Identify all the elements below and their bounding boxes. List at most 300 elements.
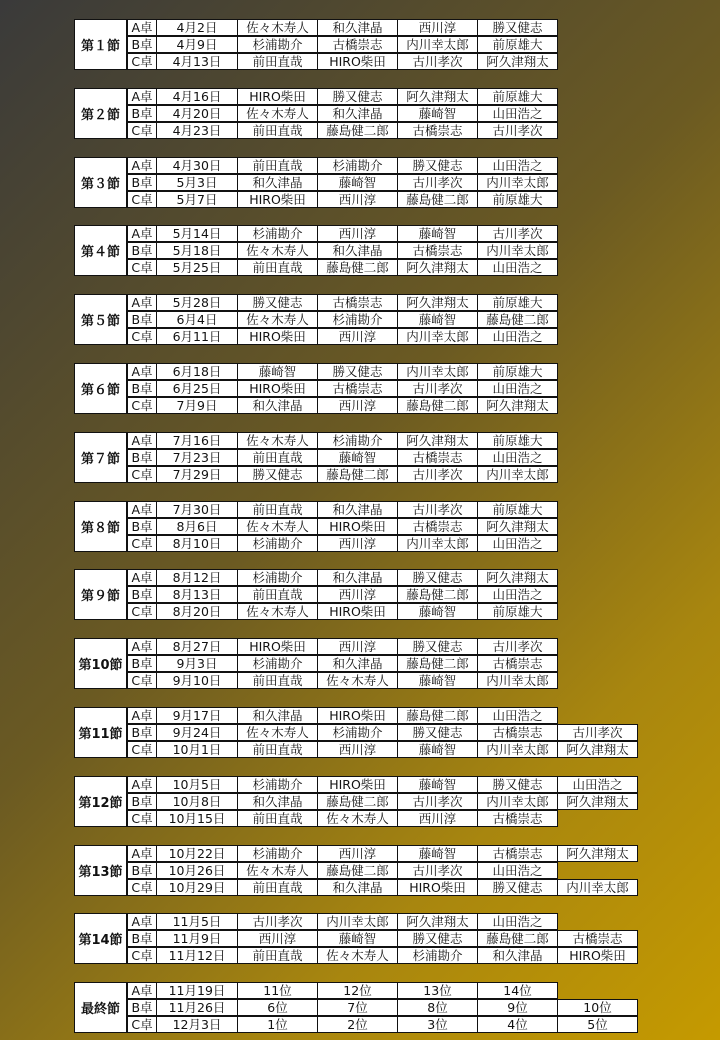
table-row: [127, 191, 558, 208]
section-label: 第10節: [74, 638, 127, 689]
player-cell: 古川孝次: [397, 466, 478, 483]
table-id-cell: A卓: [127, 569, 157, 586]
date-cell: 9月24日: [156, 724, 238, 741]
player-cell: 4位: [477, 1016, 558, 1033]
player-cell: 勝又健志: [317, 88, 398, 105]
player-cell: 山田浩之: [477, 157, 558, 174]
player-cell: 杉浦勘介: [397, 947, 478, 964]
player-cell: 内川幸太郎: [397, 363, 478, 380]
player-cell: 和久津晶: [317, 105, 398, 122]
player-cell: 藤崎智: [317, 174, 398, 191]
player-cell: 古川孝次: [397, 380, 478, 397]
table-id-cell: A卓: [127, 363, 157, 380]
date-cell: 5月18日: [156, 242, 238, 259]
date-cell: 10月1日: [156, 741, 238, 758]
section-label: 第２節: [74, 88, 127, 139]
table-row: [127, 53, 558, 70]
player-cell: 阿久津翔太: [557, 845, 638, 862]
player-cell: 古橋崇志: [397, 242, 478, 259]
section-label: 第４節: [74, 225, 127, 276]
table-row: [127, 947, 638, 964]
date-cell: 11月19日: [156, 982, 238, 999]
player-cell: 古川孝次: [477, 122, 558, 139]
player-cell: 藤島健二郎: [317, 122, 398, 139]
player-cell: 古橋崇志: [477, 810, 558, 827]
table-row: [127, 36, 558, 53]
player-cell: 佐々木寿人: [317, 672, 398, 689]
player-cell: 藤島健二郎: [397, 655, 478, 672]
date-cell: 4月30日: [156, 157, 238, 174]
table-id-cell: A卓: [127, 845, 157, 862]
player-cell: 杉浦勘介: [237, 225, 318, 242]
player-cell: 阿久津翔太: [477, 569, 558, 586]
player-cell: 前原雄大: [477, 501, 558, 518]
table-id-cell: C卓: [127, 672, 157, 689]
date-cell: 8月6日: [156, 518, 238, 535]
table-id-cell: B卓: [127, 449, 157, 466]
table-row: [127, 466, 558, 483]
player-cell: 藤島健二郎: [397, 586, 478, 603]
section-label: 第13節: [74, 845, 127, 896]
player-cell: 佐々木寿人: [237, 862, 318, 879]
section-label: 第11節: [74, 707, 127, 758]
table-id-cell: C卓: [127, 810, 157, 827]
table-row: [127, 982, 558, 999]
player-cell: 佐々木寿人: [237, 724, 318, 741]
player-cell: 古橋崇志: [477, 655, 558, 672]
date-cell: 9月10日: [156, 672, 238, 689]
date-cell: 11月26日: [156, 999, 238, 1016]
player-cell: 西川淳: [237, 930, 318, 947]
table-row: [127, 569, 558, 586]
table-id-cell: A卓: [127, 982, 157, 999]
table-row: [127, 810, 558, 827]
player-cell: 前原雄大: [477, 432, 558, 449]
player-cell: 古橋崇志: [317, 380, 398, 397]
table-row: [127, 432, 558, 449]
date-cell: 7月9日: [156, 397, 238, 414]
table-row: [127, 638, 558, 655]
player-cell: 杉浦勘介: [317, 432, 398, 449]
table-row: [127, 294, 558, 311]
table-id-cell: C卓: [127, 466, 157, 483]
player-cell: 和久津晶: [477, 947, 558, 964]
player-cell: 内川幸太郎: [397, 535, 478, 552]
player-cell: 12位: [317, 982, 398, 999]
player-cell: 和久津晶: [317, 569, 398, 586]
player-cell: 勝又健志: [477, 879, 558, 896]
table-id-cell: B卓: [127, 380, 157, 397]
player-cell: 勝又健志: [397, 157, 478, 174]
player-cell: 勝又健志: [397, 569, 478, 586]
table-id-cell: C卓: [127, 259, 157, 276]
player-cell: 藤崎智: [397, 776, 478, 793]
player-cell: 11位: [237, 982, 318, 999]
date-cell: 9月3日: [156, 655, 238, 672]
player-cell: 勝又健志: [317, 363, 398, 380]
player-cell: 佐々木寿人: [237, 518, 318, 535]
table-row: [127, 242, 558, 259]
player-cell: 前原雄大: [477, 191, 558, 208]
table-row: [127, 122, 558, 139]
player-cell: 西川淳: [317, 638, 398, 655]
table-id-cell: C卓: [127, 741, 157, 758]
player-cell: 勝又健志: [237, 466, 318, 483]
date-cell: 11月5日: [156, 913, 238, 930]
player-cell: 古川孝次: [237, 913, 318, 930]
date-cell: 11月9日: [156, 930, 238, 947]
player-cell: 10位: [557, 999, 638, 1016]
table-row: [127, 311, 558, 328]
table-id-cell: B卓: [127, 242, 157, 259]
player-cell: 西川淳: [317, 535, 398, 552]
player-cell: 山田浩之: [477, 862, 558, 879]
player-cell: 山田浩之: [477, 259, 558, 276]
table-row: [127, 603, 558, 620]
player-cell: 阿久津翔太: [477, 397, 558, 414]
player-cell: 藤島健二郎: [317, 793, 398, 810]
date-cell: 5月28日: [156, 294, 238, 311]
player-cell: 山田浩之: [477, 586, 558, 603]
player-cell: 山田浩之: [477, 913, 558, 930]
table-row: [127, 363, 558, 380]
player-cell: 藤崎智: [317, 449, 398, 466]
player-cell: 和久津晶: [317, 501, 398, 518]
player-cell: 7位: [317, 999, 398, 1016]
player-cell: 勝又健志: [477, 19, 558, 36]
player-cell: 山田浩之: [557, 776, 638, 793]
table-id-cell: C卓: [127, 535, 157, 552]
player-cell: 勝又健志: [237, 294, 318, 311]
date-cell: 5月25日: [156, 259, 238, 276]
player-cell: 藤崎智: [317, 930, 398, 947]
player-cell: 杉浦勘介: [317, 311, 398, 328]
player-cell: 山田浩之: [477, 328, 558, 345]
table-id-cell: B卓: [127, 586, 157, 603]
player-cell: HIRO柴田: [237, 380, 318, 397]
player-cell: 藤崎智: [397, 672, 478, 689]
date-cell: 7月23日: [156, 449, 238, 466]
player-cell: 古川孝次: [397, 793, 478, 810]
section-label: 第８節: [74, 501, 127, 552]
player-cell: 古橋崇志: [557, 930, 638, 947]
table-row: [127, 724, 638, 741]
player-cell: 藤島健二郎: [477, 930, 558, 947]
player-cell: 山田浩之: [477, 449, 558, 466]
table-id-cell: C卓: [127, 191, 157, 208]
section-label: 第９節: [74, 569, 127, 620]
player-cell: 佐々木寿人: [317, 947, 398, 964]
date-cell: 4月23日: [156, 122, 238, 139]
player-cell: HIRO柴田: [237, 328, 318, 345]
table-row: [127, 845, 638, 862]
date-cell: 10月5日: [156, 776, 238, 793]
player-cell: 前田直哉: [237, 449, 318, 466]
player-cell: 内川幸太郎: [477, 174, 558, 191]
player-cell: 勝又健志: [477, 776, 558, 793]
section-label: 第14節: [74, 913, 127, 964]
player-cell: 藤島健二郎: [477, 311, 558, 328]
date-cell: 8月10日: [156, 535, 238, 552]
player-cell: 3位: [397, 1016, 478, 1033]
section-label: 第５節: [74, 294, 127, 345]
date-cell: 4月2日: [156, 19, 238, 36]
table-row: [127, 449, 558, 466]
player-cell: 藤崎智: [397, 741, 478, 758]
table-row: [127, 328, 558, 345]
player-cell: 古橋崇志: [397, 518, 478, 535]
player-cell: 西川淳: [317, 586, 398, 603]
table-id-cell: C卓: [127, 53, 157, 70]
player-cell: 杉浦勘介: [317, 724, 398, 741]
table-id-cell: C卓: [127, 328, 157, 345]
player-cell: 西川淳: [317, 225, 398, 242]
date-cell: 8月27日: [156, 638, 238, 655]
player-cell: 西川淳: [317, 191, 398, 208]
player-cell: 藤島健二郎: [317, 259, 398, 276]
table-id-cell: C卓: [127, 947, 157, 964]
player-cell: 2位: [317, 1016, 398, 1033]
player-cell: 藤島健二郎: [397, 397, 478, 414]
table-id-cell: C卓: [127, 122, 157, 139]
date-cell: 5月14日: [156, 225, 238, 242]
player-cell: 佐々木寿人: [237, 242, 318, 259]
table-row: [127, 776, 638, 793]
player-cell: 前田直哉: [237, 741, 318, 758]
player-cell: 古川孝次: [477, 638, 558, 655]
table-id-cell: A卓: [127, 294, 157, 311]
table-row: [127, 225, 558, 242]
player-cell: 前田直哉: [237, 53, 318, 70]
player-cell: 阿久津翔太: [477, 53, 558, 70]
player-cell: 藤崎智: [397, 603, 478, 620]
player-cell: 阿久津翔太: [397, 913, 478, 930]
table-row: [127, 19, 558, 36]
player-cell: 前田直哉: [237, 879, 318, 896]
player-cell: 藤崎智: [237, 363, 318, 380]
player-cell: 古川孝次: [397, 862, 478, 879]
table-id-cell: C卓: [127, 879, 157, 896]
table-row: [127, 879, 638, 896]
player-cell: 藤崎智: [397, 845, 478, 862]
table-id-cell: B卓: [127, 999, 157, 1016]
player-cell: 前田直哉: [237, 947, 318, 964]
player-cell: 5位: [557, 1016, 638, 1033]
player-cell: 阿久津翔太: [397, 432, 478, 449]
player-cell: 前田直哉: [237, 157, 318, 174]
table-row: [127, 259, 558, 276]
player-cell: HIRO柴田: [317, 518, 398, 535]
player-cell: 阿久津翔太: [397, 88, 478, 105]
player-cell: 和久津晶: [237, 174, 318, 191]
player-cell: 山田浩之: [477, 535, 558, 552]
section-label: 第６節: [74, 363, 127, 414]
player-cell: 藤崎智: [397, 311, 478, 328]
table-id-cell: A卓: [127, 707, 157, 724]
player-cell: 佐々木寿人: [237, 603, 318, 620]
player-cell: 藤島健二郎: [317, 466, 398, 483]
player-cell: 前原雄大: [477, 88, 558, 105]
date-cell: 8月20日: [156, 603, 238, 620]
player-cell: 前原雄大: [477, 36, 558, 53]
date-cell: 11月12日: [156, 947, 238, 964]
table-row: [127, 999, 638, 1016]
player-cell: 古橋崇志: [317, 36, 398, 53]
date-cell: 10月15日: [156, 810, 238, 827]
player-cell: 西川淳: [317, 328, 398, 345]
date-cell: 7月16日: [156, 432, 238, 449]
date-cell: 10月26日: [156, 862, 238, 879]
player-cell: 前田直哉: [237, 672, 318, 689]
table-row: [127, 586, 558, 603]
player-cell: 阿久津翔太: [557, 741, 638, 758]
table-row: [127, 655, 558, 672]
player-cell: HIRO柴田: [237, 638, 318, 655]
player-cell: HIRO柴田: [237, 88, 318, 105]
player-cell: 佐々木寿人: [237, 19, 318, 36]
table-id-cell: A卓: [127, 638, 157, 655]
date-cell: 5月7日: [156, 191, 238, 208]
table-row: [127, 672, 558, 689]
table-row: [127, 741, 638, 758]
player-cell: 前田直哉: [237, 259, 318, 276]
player-cell: HIRO柴田: [317, 776, 398, 793]
player-cell: 西川淳: [317, 397, 398, 414]
player-cell: 杉浦勘介: [237, 776, 318, 793]
date-cell: 8月13日: [156, 586, 238, 603]
table-id-cell: B卓: [127, 930, 157, 947]
player-cell: 杉浦勘介: [237, 36, 318, 53]
player-cell: 古川孝次: [557, 724, 638, 741]
table-row: [127, 157, 558, 174]
table-row: [127, 862, 558, 879]
date-cell: 6月18日: [156, 363, 238, 380]
player-cell: HIRO柴田: [397, 879, 478, 896]
player-cell: 前田直哉: [237, 586, 318, 603]
player-cell: 藤島健二郎: [397, 191, 478, 208]
player-cell: 杉浦勘介: [237, 535, 318, 552]
date-cell: 6月25日: [156, 380, 238, 397]
table-id-cell: A卓: [127, 501, 157, 518]
table-row: [127, 535, 558, 552]
player-cell: 内川幸太郎: [477, 741, 558, 758]
table-id-cell: A卓: [127, 776, 157, 793]
table-row: [127, 88, 558, 105]
player-cell: 前田直哉: [237, 810, 318, 827]
player-cell: 古川孝次: [397, 174, 478, 191]
date-cell: 4月13日: [156, 53, 238, 70]
player-cell: HIRO柴田: [317, 53, 398, 70]
player-cell: 内川幸太郎: [477, 242, 558, 259]
table-id-cell: B卓: [127, 862, 157, 879]
section-label: 最終節: [74, 982, 127, 1033]
table-row: [127, 380, 558, 397]
date-cell: 10月8日: [156, 793, 238, 810]
player-cell: 和久津晶: [317, 19, 398, 36]
player-cell: 杉浦勘介: [237, 569, 318, 586]
player-cell: 古川孝次: [477, 225, 558, 242]
player-cell: HIRO柴田: [317, 707, 398, 724]
player-cell: HIRO柴田: [237, 191, 318, 208]
date-cell: 10月22日: [156, 845, 238, 862]
player-cell: 古川孝次: [397, 53, 478, 70]
table-id-cell: B卓: [127, 793, 157, 810]
date-cell: 6月11日: [156, 328, 238, 345]
table-id-cell: B卓: [127, 724, 157, 741]
table-id-cell: B卓: [127, 655, 157, 672]
player-cell: 山田浩之: [477, 707, 558, 724]
table-id-cell: B卓: [127, 105, 157, 122]
table-id-cell: C卓: [127, 603, 157, 620]
player-cell: 古橋崇志: [397, 122, 478, 139]
table-id-cell: A卓: [127, 432, 157, 449]
player-cell: 9位: [477, 999, 558, 1016]
player-cell: 山田浩之: [477, 105, 558, 122]
table-id-cell: C卓: [127, 1016, 157, 1033]
player-cell: 山田浩之: [477, 380, 558, 397]
table-id-cell: B卓: [127, 36, 157, 53]
date-cell: 5月3日: [156, 174, 238, 191]
player-cell: 前原雄大: [477, 603, 558, 620]
player-cell: 西川淳: [317, 741, 398, 758]
table-row: [127, 707, 558, 724]
table-id-cell: A卓: [127, 157, 157, 174]
table-row: [127, 105, 558, 122]
date-cell: 4月9日: [156, 36, 238, 53]
player-cell: 勝又健志: [397, 724, 478, 741]
player-cell: 藤島健二郎: [317, 862, 398, 879]
section-label: 第３節: [74, 157, 127, 208]
player-cell: 古橋崇志: [477, 724, 558, 741]
player-cell: 和久津晶: [237, 793, 318, 810]
player-cell: 佐々木寿人: [237, 311, 318, 328]
date-cell: 7月29日: [156, 466, 238, 483]
section-label: 第１節: [74, 19, 127, 70]
player-cell: 藤崎智: [397, 225, 478, 242]
player-cell: HIRO柴田: [557, 947, 638, 964]
player-cell: 阿久津翔太: [557, 793, 638, 810]
player-cell: 西川淳: [397, 19, 478, 36]
player-cell: 古橋崇志: [477, 845, 558, 862]
player-cell: 和久津晶: [237, 707, 318, 724]
table-id-cell: A卓: [127, 88, 157, 105]
table-id-cell: C卓: [127, 397, 157, 414]
player-cell: 内川幸太郎: [397, 36, 478, 53]
player-cell: 和久津晶: [317, 879, 398, 896]
player-cell: 藤崎智: [397, 105, 478, 122]
player-cell: HIRO柴田: [317, 603, 398, 620]
player-cell: 和久津晶: [237, 397, 318, 414]
player-cell: 古橋崇志: [397, 449, 478, 466]
player-cell: 西川淳: [317, 845, 398, 862]
player-cell: 阿久津翔太: [397, 259, 478, 276]
player-cell: 和久津晶: [317, 242, 398, 259]
player-cell: 前田直哉: [237, 501, 318, 518]
player-cell: 前原雄大: [477, 294, 558, 311]
date-cell: 12月3日: [156, 1016, 238, 1033]
player-cell: 6位: [237, 999, 318, 1016]
player-cell: 内川幸太郎: [317, 913, 398, 930]
player-cell: 杉浦勘介: [317, 157, 398, 174]
table-id-cell: B卓: [127, 174, 157, 191]
date-cell: 6月4日: [156, 311, 238, 328]
table-row: [127, 1016, 638, 1033]
player-cell: 前田直哉: [237, 122, 318, 139]
player-cell: 内川幸太郎: [397, 328, 478, 345]
date-cell: 4月20日: [156, 105, 238, 122]
player-cell: 阿久津翔太: [477, 518, 558, 535]
date-cell: 7月30日: [156, 501, 238, 518]
